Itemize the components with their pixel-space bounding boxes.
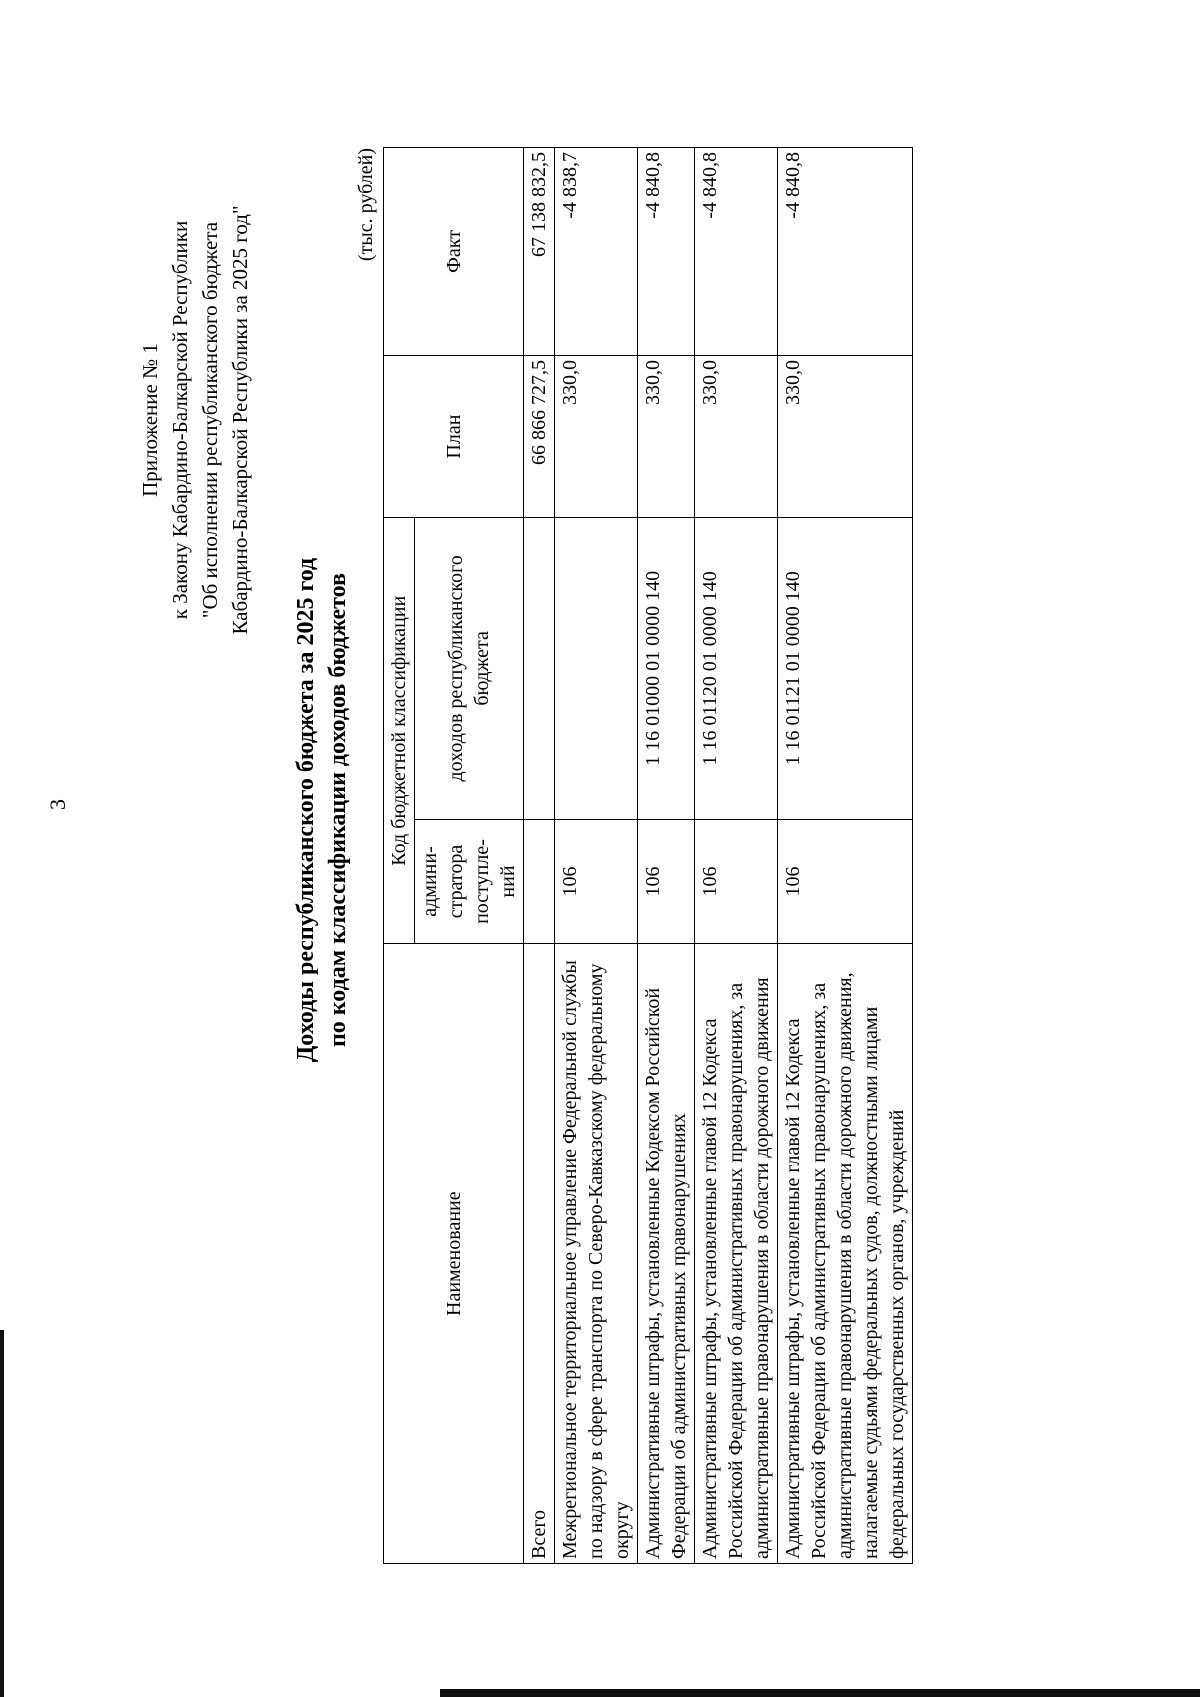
document-title <box>290 430 354 1190</box>
row-plan: 330,0 <box>555 355 638 517</box>
row-code: 1 16 01121 01 0000 140 <box>778 518 913 819</box>
row-name: Административные штрафы, установленные главой 12 Кодекса Российской Федерации об административных правонарушениях, за административные правонарушения в области дорожного движения, налагаемые судьями федеральных судов, должностными лицами федеральных государственных органов, учреждений <box>778 944 913 1564</box>
table-row <box>524 148 555 1564</box>
row-fact: -4 838,7 <box>555 148 638 356</box>
header-fact: Факт <box>384 148 524 356</box>
row-name: Административные штрафы, установленные главой 12 Кодекса Российской Федерации об административных правонарушениях, за административные правонарушения в области дорожного движения <box>695 944 778 1564</box>
table-row <box>555 148 638 1564</box>
appendix-line-2: к Закону Кабардино-Балкарской Республики <box>168 220 192 620</box>
row-admin <box>524 819 555 944</box>
row-code: 1 16 01120 01 0000 140 <box>695 518 778 819</box>
budget-table <box>383 147 913 1564</box>
table-row <box>638 148 695 1564</box>
row-name: Межрегиональное территориальное управление Федеральной службы по надзору в сфере транспорта по Северо-Кавказскому федеральному округу <box>555 944 638 1564</box>
row-plan: 330,0 <box>638 355 695 517</box>
appendix-line-3: "Об исполнении республиканского бюджета <box>198 221 222 619</box>
row-fact: 67 138 832,5 <box>524 148 555 356</box>
row-name: Административные штрафы, установленные Кодексом Российской Федерации об административных правонарушениях <box>638 944 695 1564</box>
appendix-line-1: Приложение № 1 <box>138 343 162 497</box>
header-income-code: доходов республиканского бюджета <box>415 518 524 819</box>
header-plan: План <box>384 355 524 517</box>
row-fact: -4 840,8 <box>778 148 913 356</box>
row-name: Всего <box>524 944 555 1564</box>
header-name: Наименование <box>384 944 524 1564</box>
row-plan: 330,0 <box>695 355 778 517</box>
scan-left-edge <box>0 1330 4 1697</box>
table-row <box>778 148 913 1564</box>
page-number: 3 <box>45 799 70 810</box>
scan-bottom-edge <box>440 1689 1200 1697</box>
row-fact: -4 840,8 <box>638 148 695 356</box>
row-plan: 66 866 727,5 <box>524 355 555 517</box>
row-admin: 106 <box>638 819 695 944</box>
appendix-line-4: Кабардино-Балкарской Республики за 2025 год" <box>228 205 252 635</box>
appendix-block <box>135 120 255 720</box>
header-admin: админи-стратора поступле-ний <box>415 819 524 944</box>
title-line-1: Доходы республиканского бюджета за 2025 год <box>293 557 319 1063</box>
units-label: (тыс. рублей) <box>355 148 377 262</box>
row-admin: 106 <box>555 819 638 944</box>
header-code-group: Код бюджетной классификации <box>384 518 415 944</box>
row-plan: 330,0 <box>778 355 913 517</box>
rotated-page <box>45 10 1085 1610</box>
row-code <box>555 518 638 819</box>
row-code: 1 16 01000 01 0000 140 <box>638 518 695 819</box>
table-row <box>695 148 778 1564</box>
row-admin: 106 <box>695 819 778 944</box>
title-line-2: по кодам классификации доходов бюджетов <box>325 572 351 1048</box>
row-admin: 106 <box>778 819 913 944</box>
row-code <box>524 518 555 819</box>
row-fact: -4 840,8 <box>695 148 778 356</box>
